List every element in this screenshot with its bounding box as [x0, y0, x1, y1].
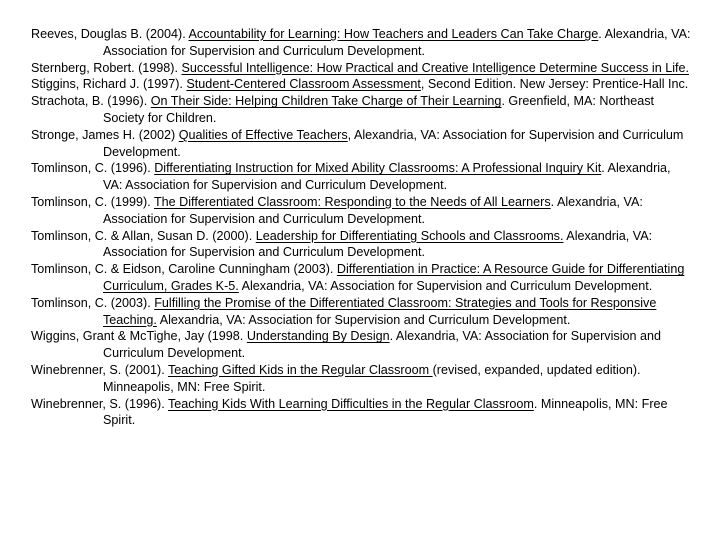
reference-publisher: . Alexandria, VA: Association for Supervision and Curriculum Development. [103, 27, 691, 58]
reference-entry [31, 76, 691, 93]
reference-entry [31, 228, 691, 262]
reference-authors-date: Tomlinson, C. (1996). [31, 161, 155, 176]
reference-title: The Differentiated Classroom: Responding to the Needs of All Learners [153, 194, 551, 209]
reference-authors-date: Winebrenner, S. (2001). [31, 362, 168, 377]
reference-publisher: Alexandria, VA: Association for Supervision and Curriculum Development. [156, 312, 571, 327]
reference-authors-date: Stiggins, Richard J. (1997). [31, 77, 187, 92]
reference-list [31, 26, 691, 429]
reference-title: Qualities of Effective Teachers [178, 127, 348, 142]
reference-entry [31, 328, 691, 362]
reference-entry [31, 396, 691, 430]
reference-entry [31, 194, 691, 228]
reference-authors-date: Strachota, B. (1996). [31, 94, 151, 109]
reference-title: Teaching Kids With Learning Difficulties in the Regular Classroom [167, 396, 534, 411]
reference-publisher: Alexandria, VA: Association for Supervision and Curriculum Development. [238, 278, 653, 293]
reference-authors-date: Reeves, Douglas B. (2004). [31, 27, 189, 41]
reference-title: Successful Intelligence: How Practical and Creative Intelligence Determine Success in Life. [181, 60, 690, 75]
reference-authors-date: Tomlinson, C. & Eidson, Caroline Cunningham (2003). [31, 262, 337, 277]
reference-publisher: . Alexandria, VA: Association for Supervision and Curriculum Development. [103, 329, 662, 361]
reference-title: Understanding By Design [246, 329, 390, 344]
reference-entry [31, 93, 691, 127]
reference-title: Leadership for Differentiating Schools and Classrooms. [255, 228, 564, 243]
reference-authors-date: Winebrenner, S. (1996). [31, 396, 168, 411]
reference-title: Differentiation in Practice: A Resource Guide for Differentiating Curriculum, Grades K-5. [103, 262, 685, 293]
reference-title: Differentiating Instruction for Mixed Ability Classrooms: A Professional Inquiry Kit [154, 161, 602, 176]
reference-title: On Their Side: Helping Children Take Charge of Their Learning [150, 94, 502, 109]
reference-publisher: (revised, expanded, updated edition). Minneapolis, MN: Free Spirit. [103, 362, 641, 394]
reference-entry [31, 26, 691, 60]
reference-publisher: . Alexandria, VA: Association for Supervision and Curriculum Development. [103, 194, 643, 226]
reference-publisher: , Second Edition. New Jersey: Prentice-Hall Inc. [420, 77, 689, 92]
reference-authors-date: Wiggins, Grant & McTighe, Jay (1998. [31, 329, 247, 344]
reference-publisher: , Alexandria, VA: Association for Supervision and Curriculum Development. [103, 127, 684, 159]
reference-title: Student-Centered Classroom Assessment [186, 77, 421, 92]
reference-authors-date: Tomlinson, C. (1999). [31, 194, 154, 209]
reference-entry [31, 160, 691, 194]
reference-entry [31, 127, 691, 161]
reference-entry [31, 60, 691, 77]
reference-title: Fulfilling the Promise of the Differentiated Classroom: Strategies and Tools for Responsive Teaching. [103, 295, 657, 327]
reference-authors-date: Tomlinson, C. (2003). [31, 295, 155, 310]
reference-authors-date: Stronge, James H. (2002) [31, 127, 179, 142]
reference-authors-date: Sternberg, Robert. (1998). [31, 60, 182, 75]
reference-title: Accountability for Learning: How Teachers and Leaders Can Take Charge [188, 27, 599, 41]
reference-authors-date: Tomlinson, C. & Allan, Susan D. (2000). [31, 228, 256, 243]
reference-publisher: . Greenfield, MA: Northeast Society for Children. [103, 94, 655, 125]
reference-publisher: . Minneapolis, MN: Free Spirit. [103, 396, 668, 428]
reference-entry [31, 261, 691, 295]
reference-entry [31, 362, 691, 396]
reference-entry [31, 295, 691, 329]
reference-publisher: . Alexandria, VA: Association for Supervision and Curriculum Development. [103, 161, 671, 193]
reference-title: Teaching Gifted Kids in the Regular Classroom [167, 362, 433, 377]
reference-publisher: Alexandria, VA: Association for Supervision and Curriculum Development. [103, 228, 653, 260]
